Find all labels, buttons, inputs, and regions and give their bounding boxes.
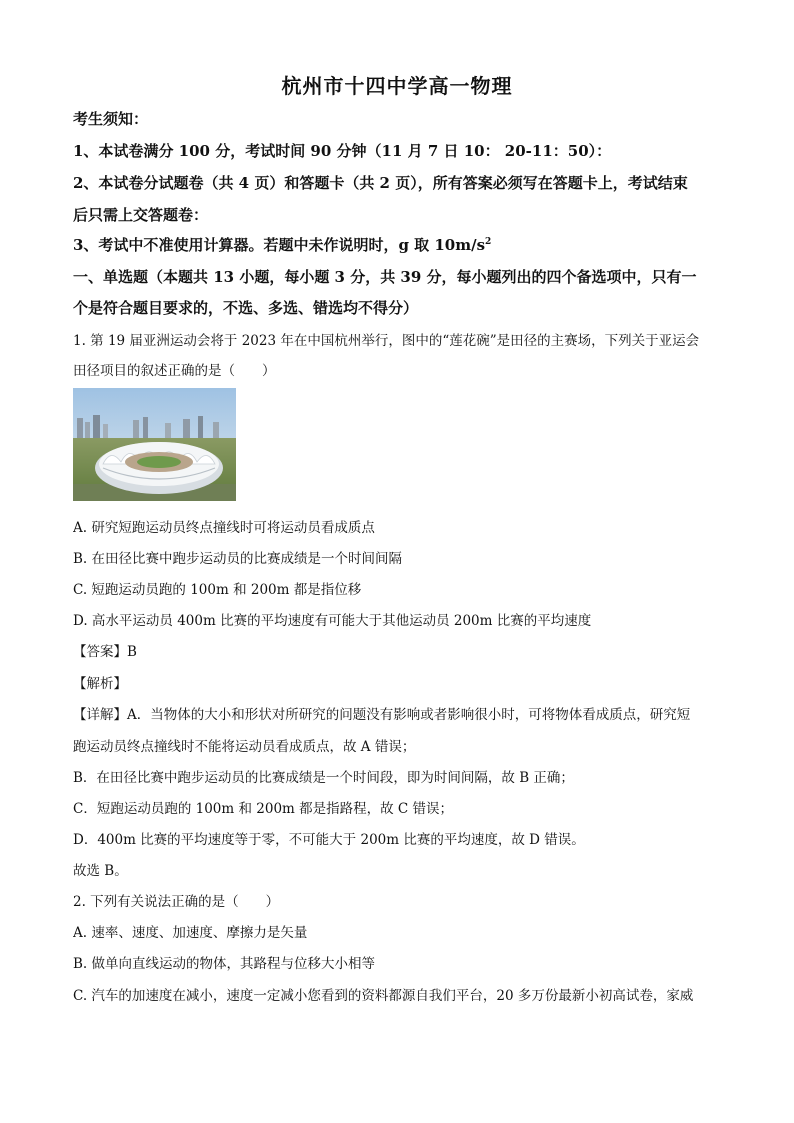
- q1-option-b: B. 在田径比赛中跑步运动员的比赛成绩是一个时间间隔: [73, 551, 403, 567]
- notice-item-1: 1、本试卷满分 100 分，考试时间 90 分钟（11 月 7 日 10： 20-11：50）：: [73, 142, 612, 160]
- q1-stem-line-1: 1. 第 19 届亚洲运动会将于 2023 年在中国杭州举行，图中的“莲花碗”是田径的主赛场，下列关于亚运会: [73, 333, 700, 349]
- notice-item-2-cont: 后只需上交答题卷：: [73, 206, 209, 224]
- q2-option-c: C. 汽车的加速度在减小，速度一定减小您看到的资料都源自我们平台，20 多万份最新小初高试卷，家威: [73, 988, 694, 1004]
- q1-option-d: D. 高水平运动员 400m 比赛的平均速度有可能大于其他运动员 200m 比赛的平均速度: [73, 613, 592, 629]
- q1-detail-line-5: D．400m 比赛的平均速度等于零，不可能大于 200m 比赛的平均速度，故 D 错误。: [73, 832, 585, 848]
- q2-option-a: A. 速率、速度、加速度、摩擦力是矢量: [73, 925, 308, 941]
- q1-detail-line-1: 【详解】A．当物体的大小和形状对所研究的问题没有影响或者影响很小时，可将物体看成质点，研究短: [73, 707, 691, 723]
- q2-stem: 2. 下列有关说法正确的是（ ）: [73, 894, 280, 910]
- q1-detail-line-3: B．在田径比赛中跑步运动员的比赛成绩是一个时间段，即为时间间隔，故 B 正确；: [73, 770, 574, 786]
- notice-item-3-text: 3、考试中不准使用计算器。若题中未作说明时，g 取 10m/s: [73, 236, 486, 254]
- q1-stem-line-2: 田径项目的叙述正确的是（ ）: [73, 363, 276, 379]
- q1-detail-line-4: C．短跑运动员跑的 100m 和 200m 都是指路程，故 C 错误；: [73, 801, 454, 817]
- stadium-photo: [73, 388, 236, 501]
- notice-item-3: [73, 234, 733, 255]
- q2-option-b: B. 做单向直线运动的物体，其路程与位移大小相等: [73, 956, 376, 972]
- page-title: 杭州市十四中学高一物理: [281, 74, 513, 98]
- section-heading-line-1: 一、单选题（本题共 13 小题，每小题 3 分，共 39 分，每小题列出的四个备选项中，只有一: [73, 268, 697, 286]
- q1-detail-line-2: 跑运动员终点撞线时不能将运动员看成质点，故 A 错误；: [73, 739, 416, 755]
- q1-analysis-label: 【解析】: [73, 676, 127, 692]
- q1-conclusion: 故选 B。: [73, 863, 128, 879]
- notice-item-3-sup: 2: [485, 237, 492, 247]
- notice-heading: 考生须知：: [73, 110, 149, 128]
- q1-answer: 【答案】B: [73, 644, 137, 660]
- q1-option-a: A. 研究短跑运动员终点撞线时可将运动员看成质点: [73, 520, 375, 536]
- notice-item-2: 2、本试卷分试题卷（共 4 页）和答题卡（共 2 页），所有答案必须写在答题卡上，考试结束: [73, 174, 688, 192]
- section-heading-line-2: 个是符合题目要求的，不选、多选、错选均不得分）: [73, 299, 419, 317]
- q1-option-c: C. 短跑运动员跑的 100m 和 200m 都是指位移: [73, 582, 362, 598]
